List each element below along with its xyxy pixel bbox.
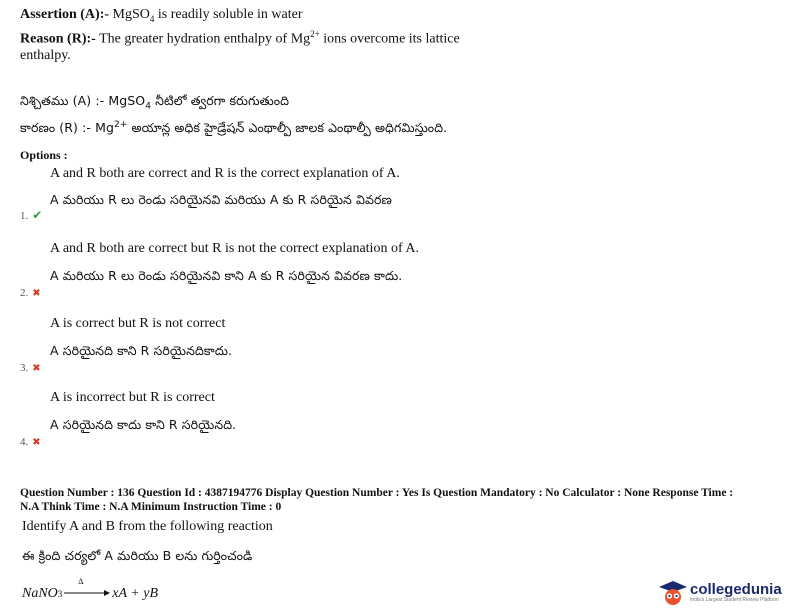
option-1-marker[interactable] <box>20 206 42 224</box>
reason-label: Reason (R):- <box>20 31 96 47</box>
brand-name: collegedunia <box>690 581 782 598</box>
wrong-cross-icon: ✖ <box>32 437 41 448</box>
reaction-products: xA + yB <box>112 586 159 601</box>
question-2-english: Identify A and B from the following reaction <box>22 519 273 534</box>
question-metadata <box>20 486 780 514</box>
telugu-assertion-a: నిశ్చితము (A) :- MgSO <box>20 93 146 108</box>
reason-text-b: ions overcome its lattice <box>319 31 460 47</box>
collegedunia-watermark <box>658 580 782 606</box>
assertion-subscript: 4 <box>149 13 155 24</box>
options-label: Options : <box>20 148 68 162</box>
metadata-line-1: Question Number : 136 Question Id : 4387194776 Display Question Number : Yes Is Question Mandatory : No Calculator : None Response Time : <box>20 487 734 499</box>
option-1-english: A and R both are correct and R is the correct explanation of A. <box>50 166 400 181</box>
option-4-english: A is incorrect but R is correct <box>50 390 215 405</box>
option-2-marker[interactable] <box>20 283 41 301</box>
option-2-english: A and R both are correct but R is not the correct explanation of A. <box>50 241 419 256</box>
option-2-number: 2. <box>20 287 29 299</box>
reaction-arrow <box>64 577 110 597</box>
assertion-label: Assertion (A):- <box>20 7 110 22</box>
telugu-reason-b: అయాన్ల అధిక హైడ్రేషన్ ఎంథాల్పీ జాలక ఎంథాల్పీ అధిగమిస్తుంది. <box>127 120 448 136</box>
option-3-telugu: A సరియైనది కాని R సరియైనదికాదు. <box>50 343 233 358</box>
telugu-reason-superscript: 2+ <box>114 120 128 130</box>
option-2-telugu: A మరియు R లు రెండు సరియైనవి కాని A కు R సరియైన వివరణ కాదు. <box>50 268 403 283</box>
reason-line-2: enthalpy. <box>20 48 71 63</box>
reaction-equation <box>22 577 159 602</box>
assertion-text-b: is readily soluble in water <box>154 7 303 22</box>
reason-text-a: The greater hydration enthalpy of Mg <box>95 31 311 47</box>
assertion-line <box>20 7 303 24</box>
option-3-marker[interactable] <box>20 358 41 376</box>
reason-superscript: 2+ <box>310 29 320 39</box>
brand-tagline: India's Largest Student Review Platform <box>690 597 779 603</box>
telugu-reason-a: కారణం (R) :- Mg <box>20 120 115 136</box>
metadata-line-2: N.A Think Time : N.A Minimum Instruction Time : 0 <box>20 501 282 513</box>
reaction-subscript: 3 <box>57 589 63 599</box>
telugu-assertion-b: నీటిలో త్వరగా కరుగుతుంది <box>151 93 290 108</box>
option-1-number: 1. <box>20 210 29 222</box>
reason-line <box>20 29 460 48</box>
graduate-owl-icon <box>658 580 688 606</box>
reaction-reactant: NaNO <box>22 586 58 601</box>
assertion-text-a: MgSO <box>109 7 150 22</box>
correct-check-icon: ✔ <box>32 208 43 222</box>
option-4-telugu: A సరియైనది కాదు కాని R సరియైనది. <box>50 417 237 432</box>
right-arrow-icon <box>64 587 110 599</box>
option-1-telugu: A మరియు R లు రెండు సరియైనవి మరియు A కు R సరియైన వివరణ <box>50 192 392 207</box>
telugu-assertion <box>20 93 289 112</box>
telugu-assertion-subscript: 4 <box>145 101 152 112</box>
option-3-number: 3. <box>20 362 29 374</box>
telugu-reason <box>20 120 447 139</box>
wrong-cross-icon: ✖ <box>32 363 41 374</box>
option-3-english: A is correct but R is not correct <box>50 316 226 331</box>
question-2-telugu: ఈ క్రింది చర్యలో A మరియు B లను గుర్తించండి <box>22 548 253 563</box>
heat-symbol: Δ <box>78 577 84 586</box>
wrong-cross-icon: ✖ <box>32 288 41 299</box>
option-4-marker[interactable] <box>20 432 41 450</box>
option-4-number: 4. <box>20 436 29 448</box>
